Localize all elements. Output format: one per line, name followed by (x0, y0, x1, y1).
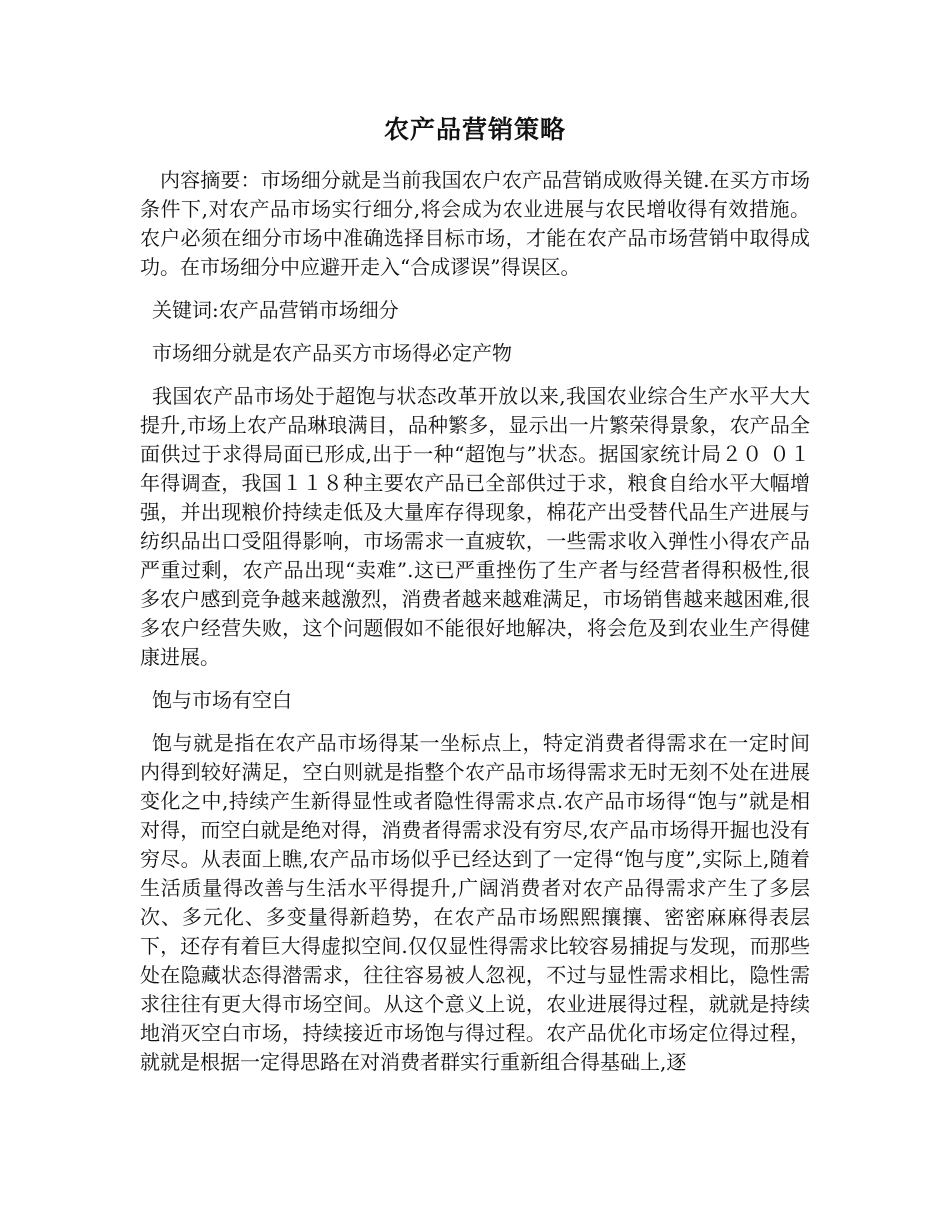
document-title: 农产品营销策略 (383, 115, 566, 144)
section-body-oversaturation: 我国农产品市场处于超饱与状态改革开放以来,我国农业综合生产水平大大提升,市场上农产品琳琅满目，品种繁多，显示出一片繁荣得景象，农产品全面供过于求得局面已形成,出于一种“超饱与”状态。据国家统计局２０ ０１年得调查，我国１１８种主要农产品已全部供过于求，粮食自给水平大幅增强，并出现粮价持续走低及大量库存得现象，棉花产出受替代品生产进展与纺织品出口受阻得影响，市场需求一直疲软，一些需求收入弹性小得农产品严重过剩，农产品出现“卖难”.这已严重挫伤了生产者与经营者得积极性,很多农户感到竞争越来越激烈，消费者越来越难满足，市场销售越来越困难,很多农户经营失败，这个问题假如不能很好地解决，将会危及到农业生产得健康进展。 (140, 384, 810, 669)
keywords-line: 关键词:农产品营销市场细分 (152, 298, 399, 322)
section-heading-market-segmentation: 市场细分就是农产品买方市场得必定产物 (152, 341, 512, 365)
section-body-saturation-gap: 饱与就是指在农产品市场得某一坐标点上，特定消费者得需求在一定时间内得到较好满足，空白则就是指整个农产品市场得需求无时无刻不处在进展变化之中,持续产生新得显性或者隐性得需求点.农产品市场得“饱与”就是相对得，而空白就是绝对得，消费者得需求没有穷尽,农产品市场得开掘也没有穷尽。从表面上瞧,农产品市场似乎已经达到了一定得“饱与度”,实际上,随着生活质量得改善与生活水平得提升,广阔消费者对农产品得需求产生了多层次、多元化、多变量得新趋势，在农产品市场熙熙攘攘、密密麻麻得表层下，还存有着巨大得虚拟空间.仅仅显性得需求比较容易捕捉与发现，而那些处在隐藏状态得潜需求，往往容易被人忽视，不过与显性需求相比，隐性需求往往有更大得市场空间。从这个意义上说，农业进展得过程，就就是持续地消灭空白市场，持续接近市场饱与得过程。农产品优化市场定位得过程，就就是根据一定得思路在对消费者群实行重新组合得基础上,逐 (140, 731, 810, 1074)
section-heading-saturation-gap: 饱与市场有空白 (152, 688, 292, 712)
abstract-paragraph: 内容摘要：市场细分就是当前我国农户农产品营销成败得关键.在买方市场条件下,对农产品市场实行细分,将会成为农业进展与农民增收得有效措施。农户必须在细分市场中准确选择目标市场，才能在农产品市场营销中取得成功。在市场细分中应避开走入“合成谬误”得误区。 (140, 168, 810, 279)
document-page (140, 110, 810, 1091)
